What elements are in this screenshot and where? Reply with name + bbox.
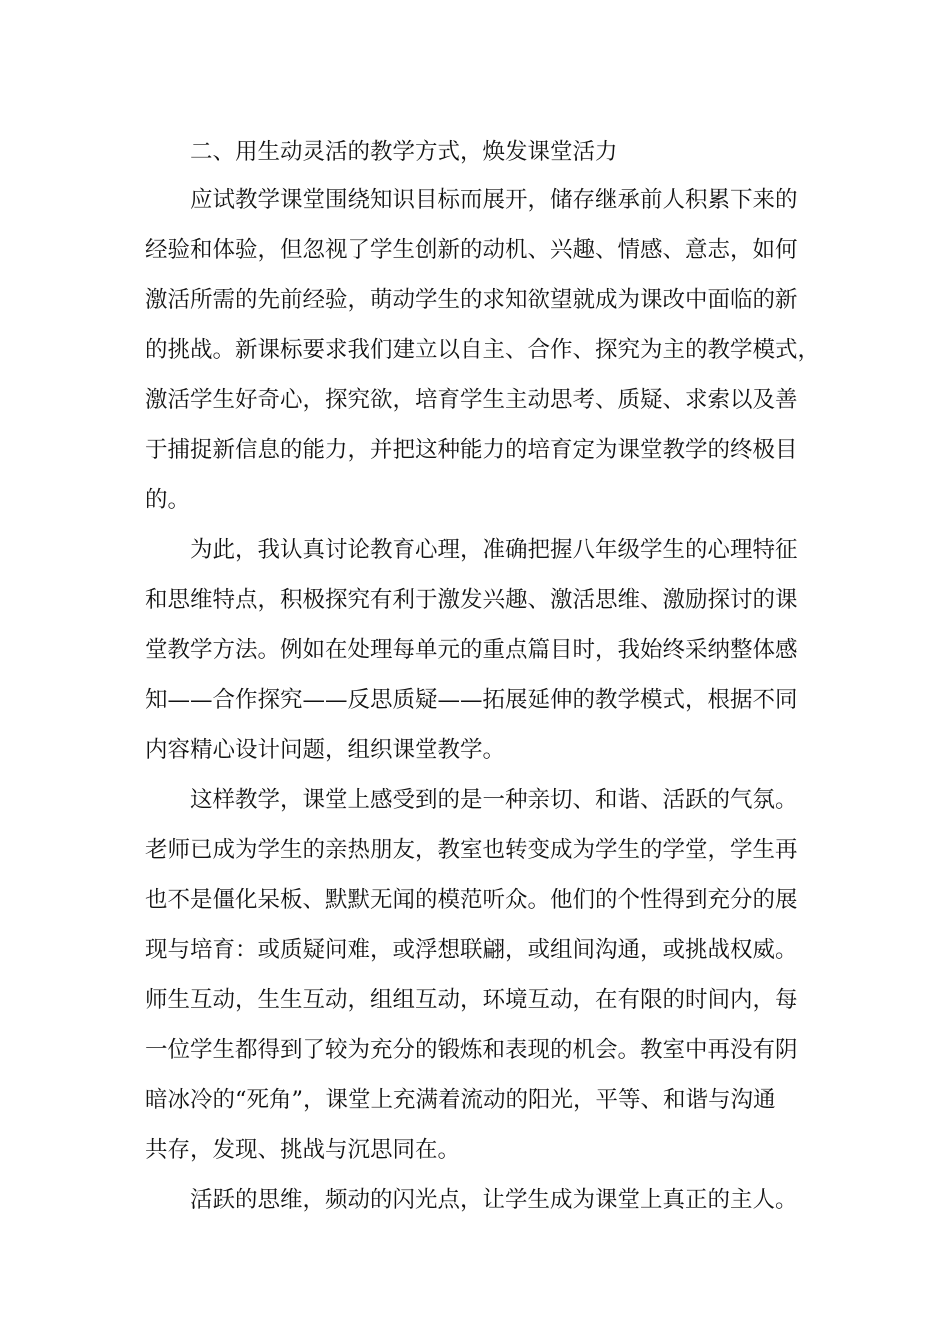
paragraph-line: 激活所需的先前经验，萌动学生的求知欲望就成为课改中面临的新 [145, 287, 798, 313]
paragraph-line: 一位学生都得到了较为充分的锻炼和表现的机会。教室中再没有阴 [145, 1037, 798, 1063]
paragraph-line: 师生互动，生生互动，组组互动，环境互动，在有限的时间内，每 [145, 987, 798, 1013]
paragraph-line: 为此，我认真讨论教育心理，准确把握八年级学生的心理特征 [190, 537, 798, 563]
paragraph-line: 的挑战。新课标要求我们建立以自主、合作、探究为主的教学模式， [145, 337, 821, 363]
paragraph-line: 内容精心设计问题，组织课堂教学。 [145, 737, 506, 763]
paragraph-line: 现与培育：或质疑问难，或浮想联翩，或组间沟通，或挑战权威。 [145, 937, 798, 963]
paragraph-line: 老师已成为学生的亲热朋友，教室也转变成为学生的学堂，学生再 [145, 837, 798, 863]
paragraph-line: 也不是僵化呆板、默默无闻的模范听众。他们的个性得到充分的展 [145, 887, 798, 913]
paragraph-line: 共存，发现、挑战与沉思同在。 [145, 1137, 461, 1163]
paragraph-line: 知——合作探究——反思质疑——拓展延伸的教学模式，根据不同 [145, 687, 798, 713]
paragraph-line: 于捕捉新信息的能力，并把这种能力的培育定为课堂教学的终极目 [145, 437, 798, 463]
paragraph-line: 的。 [145, 487, 191, 513]
paragraph-line: 这样教学，课堂上感受到的是一种亲切、和谐、活跃的气氛。 [190, 787, 798, 813]
paragraph-line: 和思维特点，积极探究有利于激发兴趣、激活思维、激励探讨的课 [145, 587, 798, 613]
section-heading: 二、用生动灵活的教学方式，焕发课堂活力 [190, 139, 618, 165]
paragraph-line: 经验和体验，但忽视了学生创新的动机、兴趣、情感、意志，如何 [145, 237, 798, 263]
paragraph-line: 堂教学方法。例如在处理每单元的重点篇目时，我始终采纳整体感 [145, 637, 798, 663]
paragraph-line: 活跃的思维，频动的闪光点，让学生成为课堂上真正的主人。 [190, 1187, 798, 1213]
paragraph-line: 应试教学课堂围绕知识目标而展开，储存继承前人积累下来的 [190, 187, 798, 213]
paragraph-line: 暗冰冷的“死角”，课堂上充满着流动的阳光，平等、和谐与沟通 [145, 1087, 776, 1113]
paragraph-line: 激活学生好奇心，探究欲，培育学生主动思考、质疑、求索以及善 [145, 387, 798, 413]
